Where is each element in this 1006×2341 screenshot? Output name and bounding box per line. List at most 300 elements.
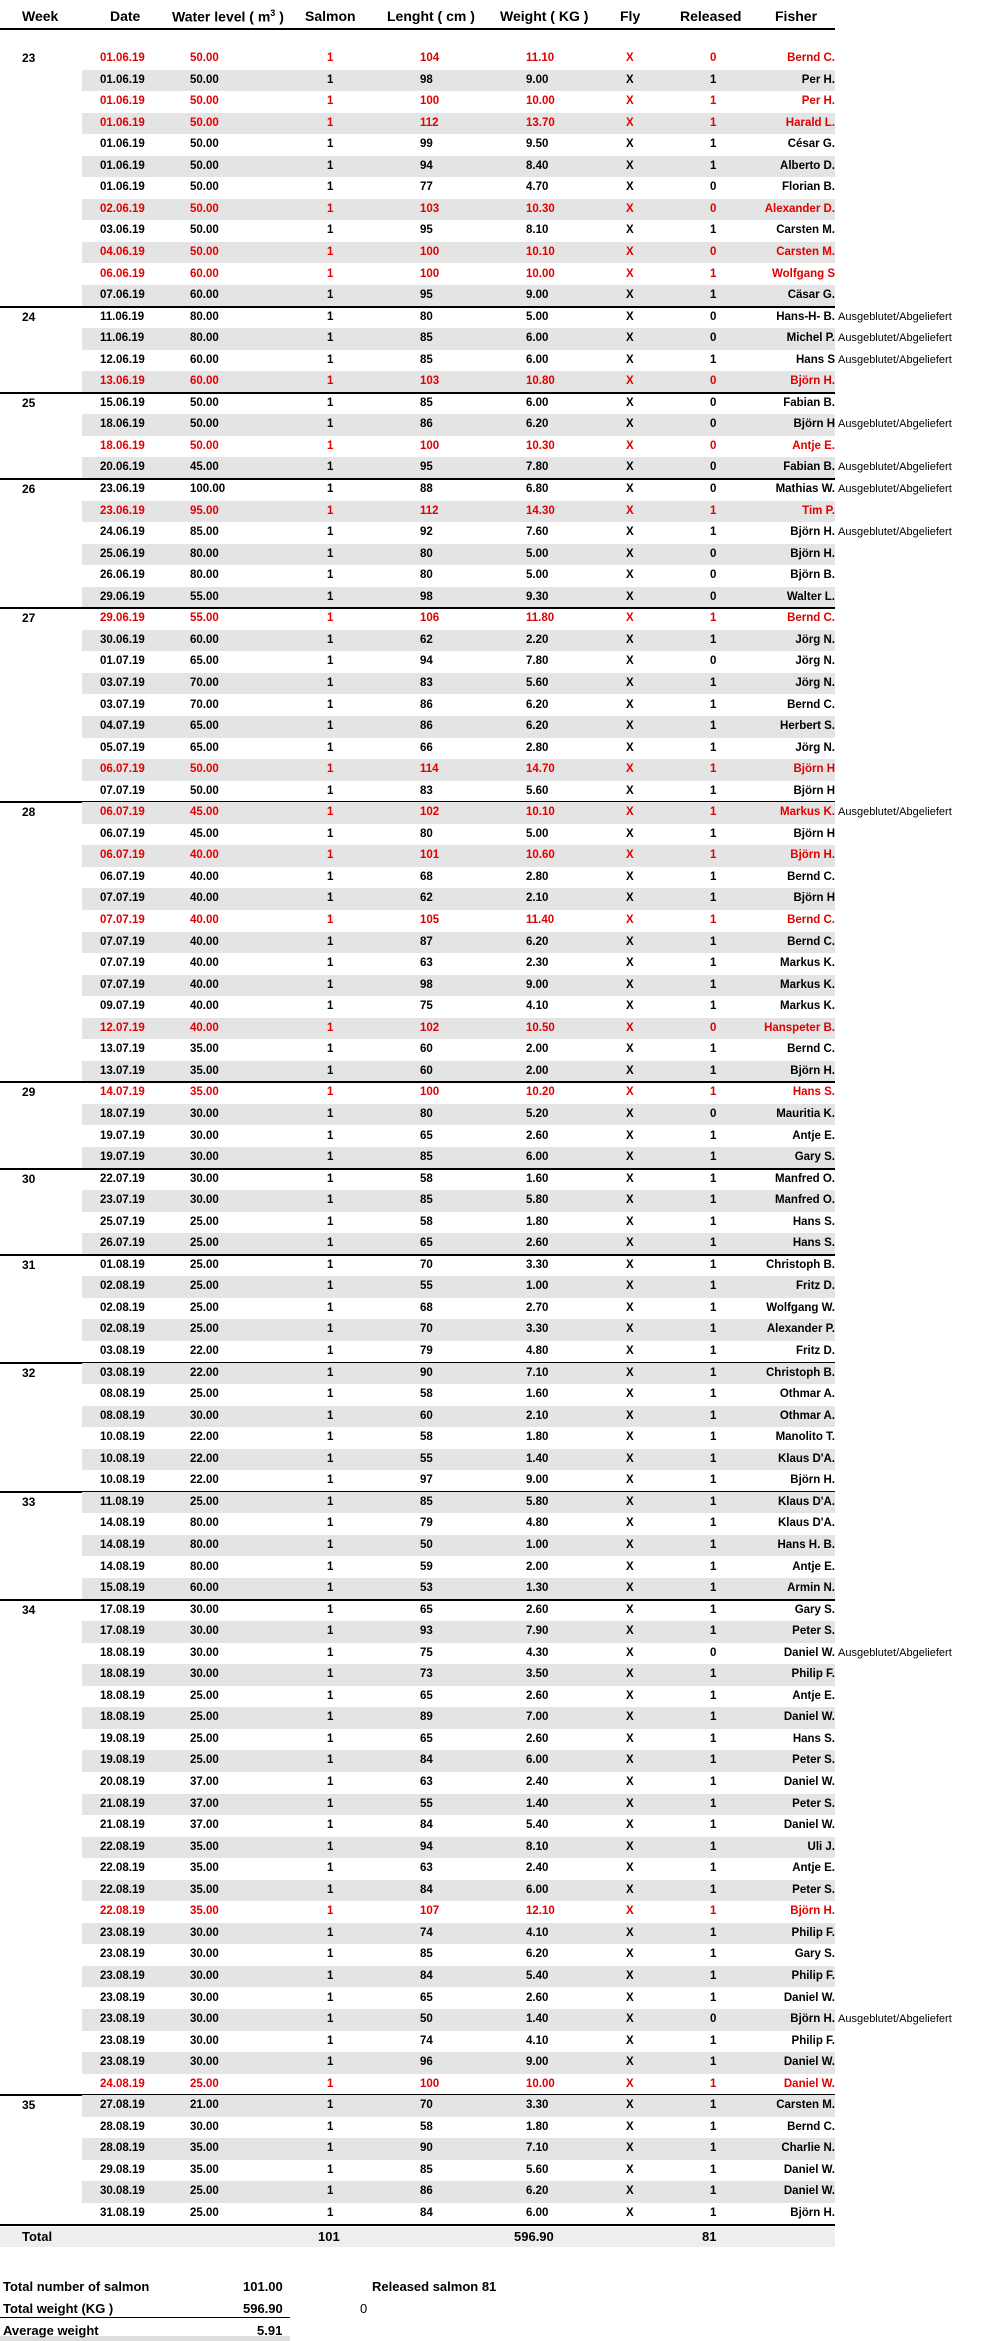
- cell-fly: X: [626, 1129, 634, 1142]
- table-row: [0, 1427, 1006, 1449]
- cell-date: 23.08.19: [100, 2034, 145, 2047]
- cell-date: 05.07.19: [100, 741, 145, 754]
- cell-fly: X: [626, 1495, 634, 1508]
- cell-weight: 1.00: [526, 1280, 549, 1293]
- cell-weight: 1.60: [526, 1388, 549, 1401]
- cell-fly: X: [626, 1151, 634, 1164]
- cell-date: 23.08.19: [100, 1926, 145, 1939]
- cell-date: 19.08.19: [100, 1732, 145, 1745]
- cell-date: 24.06.19: [100, 526, 145, 539]
- cell-released: 1: [710, 1280, 717, 1293]
- cell-length: 85: [420, 1194, 433, 1207]
- cell-date: 18.06.19: [100, 418, 145, 431]
- cell-salmon: 1: [327, 892, 334, 905]
- cell-date: 18.07.19: [100, 1107, 145, 1120]
- cell-water-level: 50.00: [190, 396, 219, 409]
- cell-water-level: 95.00: [190, 504, 219, 517]
- cell-date: 09.07.19: [100, 1000, 145, 1013]
- cell-fly: X: [626, 914, 634, 926]
- cell-salmon: 1: [327, 2207, 334, 2219]
- cell-released: 0: [710, 1107, 717, 1120]
- cell-date: 14.07.19: [100, 1086, 145, 1099]
- cell-weight: 10.00: [526, 2077, 555, 2090]
- cell-date: 06.06.19: [100, 267, 145, 280]
- cell-released: 0: [710, 461, 717, 474]
- cell-weight: 2.80: [526, 741, 549, 754]
- cell-water-level: 30.00: [190, 1129, 219, 1142]
- cell-fisher: Björn H.: [790, 2013, 835, 2026]
- cell-water-level: 65.00: [190, 720, 219, 733]
- week-number: 33: [22, 1494, 36, 1509]
- cell-length: 94: [420, 655, 433, 668]
- cell-length: 77: [420, 181, 433, 194]
- cell-water-level: 70.00: [190, 698, 219, 711]
- cell-fisher: Manolito T.: [775, 1431, 835, 1444]
- cell-length: 60: [420, 1409, 433, 1422]
- cell-length: 63: [420, 957, 433, 970]
- cell-fly: X: [626, 1280, 634, 1293]
- cell-fisher: Björn B.: [790, 569, 835, 582]
- cell-fisher: Philip F.: [791, 1668, 835, 1681]
- cell-weight: 6.00: [526, 1151, 549, 1164]
- cell-length: 55: [420, 1280, 433, 1293]
- cell-fisher: Philip F.: [791, 1926, 835, 1939]
- table-row: [0, 328, 1006, 350]
- cell-salmon: 1: [327, 1388, 334, 1401]
- cell-length: 80: [420, 569, 433, 582]
- cell-date: 13.06.19: [100, 375, 145, 388]
- cell-water-level: 50.00: [190, 95, 219, 108]
- week-number: 27: [22, 611, 36, 626]
- cell-date: 18.08.19: [100, 1646, 145, 1659]
- table-row: [0, 1384, 1006, 1406]
- cell-date: 18.08.19: [100, 1711, 145, 1724]
- cell-fisher: Gary S.: [794, 1948, 835, 1961]
- cell-released: 1: [710, 1797, 717, 1810]
- header-length: Lenght ( cm ): [387, 8, 475, 24]
- cell-water-level: 22.00: [190, 1452, 219, 1465]
- cell-salmon: 1: [327, 1862, 334, 1875]
- cell-water-level: 85.00: [190, 526, 219, 539]
- cell-fly: X: [626, 1797, 634, 1810]
- cell-released: 1: [710, 1086, 717, 1099]
- cell-date: 10.08.19: [100, 1431, 145, 1444]
- week-number: 32: [22, 1365, 36, 1380]
- cell-salmon: 1: [327, 310, 334, 323]
- cell-weight: 1.80: [526, 1215, 549, 1228]
- cell-weight: 8.10: [526, 224, 549, 237]
- table-row: [0, 1901, 1006, 1923]
- table-row: [0, 1341, 1006, 1363]
- cell-salmon: 1: [327, 1172, 334, 1185]
- cell-water-level: 37.00: [190, 1819, 219, 1832]
- cell-date: 25.06.19: [100, 547, 145, 560]
- cell-fisher: Fabian B.: [783, 461, 835, 474]
- cell-length: 98: [420, 978, 433, 991]
- cell-fly: X: [626, 1603, 634, 1616]
- cell-date: 04.07.19: [100, 720, 145, 733]
- cell-length: 53: [420, 1582, 433, 1595]
- cell-fisher: Jörg N.: [795, 633, 835, 646]
- cell-released: 1: [710, 1301, 717, 1314]
- cell-fisher: Daniel W.: [783, 1991, 835, 2004]
- cell-water-level: 22.00: [190, 1366, 219, 1379]
- cell-weight: 4.10: [526, 1926, 549, 1939]
- cell-released: 1: [710, 1215, 717, 1228]
- cell-fly: X: [626, 267, 634, 280]
- cell-fly: X: [626, 849, 634, 862]
- cell-salmon: 1: [327, 1948, 334, 1961]
- cell-fly: X: [626, 353, 634, 366]
- cell-water-level: 40.00: [190, 892, 219, 905]
- cell-weight: 10.30: [526, 439, 555, 452]
- cell-salmon: 1: [327, 569, 334, 582]
- cell-length: 99: [420, 138, 433, 151]
- cell-salmon: 1: [327, 1819, 334, 1832]
- cell-fisher: Jörg N.: [795, 676, 835, 689]
- cell-length: 68: [420, 870, 433, 883]
- cell-released: 1: [710, 827, 717, 840]
- cell-length: 84: [420, 2207, 433, 2219]
- cell-water-level: 50.00: [190, 159, 219, 172]
- cell-length: 95: [420, 289, 433, 302]
- cell-weight: 4.80: [526, 1517, 549, 1530]
- cell-salmon: 1: [327, 1668, 334, 1681]
- table-row: [0, 2181, 1006, 2203]
- cell-weight: 10.00: [526, 95, 555, 108]
- cell-fisher: Hans H. B.: [777, 1538, 835, 1551]
- cell-water-level: 30.00: [190, 1926, 219, 1939]
- cell-date: 14.08.19: [100, 1560, 145, 1573]
- cell-length: 65: [420, 1732, 433, 1745]
- cell-water-level: 25.00: [190, 1237, 219, 1250]
- cell-fisher: Carsten M.: [776, 245, 835, 258]
- cell-released: 1: [710, 1237, 717, 1250]
- cell-water-level: 40.00: [190, 849, 219, 862]
- cell-fisher: Christoph B.: [766, 1366, 835, 1379]
- cell-water-level: 60.00: [190, 1582, 219, 1595]
- cell-salmon: 1: [327, 2056, 334, 2069]
- cell-salmon: 1: [327, 2099, 334, 2112]
- cell-salmon: 1: [327, 267, 334, 280]
- total-released: 81: [702, 2228, 717, 2244]
- cell-salmon: 1: [327, 1625, 334, 1638]
- table-row: [0, 371, 1006, 393]
- cell-fisher: Björn H.: [790, 2207, 835, 2219]
- cell-weight: 10.00: [526, 267, 555, 280]
- cell-date: 06.07.19: [100, 763, 145, 776]
- cell-water-level: 80.00: [190, 547, 219, 560]
- cell-length: 80: [420, 1107, 433, 1120]
- cell-fly: X: [626, 2099, 634, 2112]
- cell-length: 75: [420, 1000, 433, 1013]
- cell-date: 22.08.19: [100, 1883, 145, 1896]
- cell-length: 104: [420, 52, 440, 64]
- table-row: [0, 1276, 1006, 1298]
- cell-salmon: 1: [327, 698, 334, 711]
- cell-water-level: 70.00: [190, 676, 219, 689]
- cell-released: 0: [710, 547, 717, 560]
- cell-fly: X: [626, 1474, 634, 1487]
- cell-released: 0: [710, 483, 717, 495]
- cell-water-level: 30.00: [190, 1603, 219, 1616]
- cell-salmon: 1: [327, 95, 334, 108]
- cell-fly: X: [626, 784, 634, 797]
- cell-water-level: 30.00: [190, 1668, 219, 1681]
- cell-date: 22.08.19: [100, 1862, 145, 1875]
- cell-salmon: 1: [327, 504, 334, 517]
- cell-released: 1: [710, 870, 717, 883]
- table-row: [0, 1212, 1006, 1234]
- cell-date: 12.07.19: [100, 1021, 145, 1034]
- cell-weight: 7.10: [526, 2142, 549, 2155]
- cell-released: 1: [710, 1560, 717, 1573]
- table-row: [0, 888, 1006, 910]
- cell-fly: X: [626, 1064, 634, 1077]
- cell-fly: X: [626, 720, 634, 733]
- table-row: [0, 1686, 1006, 1708]
- cell-salmon: 1: [327, 1064, 334, 1077]
- cell-released: 0: [710, 332, 717, 345]
- cell-salmon: 1: [327, 1215, 334, 1228]
- table-row: [0, 1449, 1006, 1471]
- cell-fisher: Florian B.: [781, 181, 835, 194]
- cell-water-level: 30.00: [190, 1969, 219, 1982]
- cell-fisher: Daniel W.: [783, 1819, 835, 1832]
- cell-date: 02.06.19: [100, 202, 145, 215]
- cell-released: 1: [710, 935, 717, 948]
- cell-salmon: 1: [327, 1646, 334, 1659]
- cell-fly: X: [626, 289, 634, 302]
- table-row: [0, 1061, 1006, 1083]
- cell-length: 63: [420, 1862, 433, 1875]
- cell-length: 50: [420, 1538, 433, 1551]
- cell-water-level: 40.00: [190, 1000, 219, 1013]
- cell-date: 03.08.19: [100, 1366, 145, 1379]
- cell-salmon: 1: [327, 2077, 334, 2090]
- cell-salmon: 1: [327, 73, 334, 86]
- cell-fly: X: [626, 590, 634, 603]
- cell-released: 0: [710, 375, 717, 388]
- cell-length: 80: [420, 310, 433, 323]
- cell-fisher: Bernd C.: [787, 870, 835, 883]
- table-row: [0, 845, 1006, 867]
- cell-fisher: Alberto D.: [780, 159, 835, 172]
- cell-length: 92: [420, 526, 433, 539]
- cell-salmon: 1: [327, 1323, 334, 1336]
- cell-weight: 5.00: [526, 310, 549, 323]
- cell-water-level: 80.00: [190, 1560, 219, 1573]
- table-row: [0, 1880, 1006, 1902]
- table-row: [0, 1104, 1006, 1126]
- cell-fisher: Othmar A.: [779, 1388, 835, 1401]
- cell-weight: 2.40: [526, 1776, 549, 1788]
- cell-salmon: 1: [327, 1301, 334, 1314]
- table-row: [0, 48, 1006, 70]
- cell-date: 29.08.19: [100, 2163, 145, 2176]
- table-row: [0, 565, 1006, 587]
- cell-date: 01.06.19: [100, 95, 145, 108]
- cell-released: 1: [710, 612, 717, 625]
- cell-fisher: Hanspeter B.: [764, 1021, 835, 1034]
- cell-date: 07.07.19: [100, 978, 145, 991]
- cell-fly: X: [626, 655, 634, 668]
- cell-water-level: 100.00: [190, 483, 226, 495]
- cell-date: 28.08.19: [100, 2120, 145, 2133]
- table-row: [0, 242, 1006, 264]
- cell-fly: X: [626, 1452, 634, 1465]
- table-row: [0, 910, 1006, 932]
- cell-released: 1: [710, 267, 717, 280]
- cell-water-level: 30.00: [190, 2034, 219, 2047]
- cell-salmon: 1: [327, 1345, 334, 1357]
- total-row: [0, 2227, 835, 2247]
- table-row: [0, 177, 1006, 199]
- row-note: Ausgeblutet/Abgeliefert: [838, 483, 952, 495]
- cell-fisher: Wolfgang W.: [766, 1301, 835, 1314]
- cell-weight: 2.60: [526, 1237, 549, 1250]
- cell-fly: X: [626, 1366, 634, 1379]
- cell-released: 1: [710, 2056, 717, 2069]
- cell-fisher: Bernd C.: [787, 52, 835, 64]
- cell-released: 0: [710, 181, 717, 194]
- cell-length: 65: [420, 1237, 433, 1250]
- cell-date: 01.06.19: [100, 73, 145, 86]
- cell-weight: 11.10: [526, 52, 555, 64]
- cell-fly: X: [626, 1862, 634, 1875]
- week-number: 25: [22, 395, 36, 410]
- summary-total-number-value: 101.00: [243, 2278, 283, 2294]
- week-number: 30: [22, 1171, 36, 1186]
- table-row: [0, 2095, 1006, 2117]
- cell-length: 85: [420, 396, 433, 409]
- cell-fisher: Björn H: [793, 892, 835, 905]
- cell-salmon: 1: [327, 138, 334, 151]
- cell-salmon: 1: [327, 676, 334, 689]
- cell-fisher: Antje E.: [792, 439, 835, 452]
- cell-length: 101: [420, 849, 440, 862]
- cell-water-level: 40.00: [190, 978, 219, 991]
- cell-fisher: Antje E.: [792, 1862, 835, 1875]
- summary-total-weight-label: Total weight (KG ): [3, 2300, 114, 2316]
- cell-date: 23.07.19: [100, 1194, 145, 1207]
- table-row: [0, 1729, 1006, 1751]
- cell-released: 1: [710, 1582, 717, 1595]
- cell-released: 1: [710, 2034, 717, 2047]
- cell-weight: 1.40: [526, 1797, 549, 1810]
- cell-length: 93: [420, 1625, 433, 1638]
- table-row: [0, 1535, 1006, 1557]
- cell-length: 85: [420, 1151, 433, 1164]
- cell-fisher: Bernd C.: [787, 914, 835, 926]
- cell-weight: 3.30: [526, 1323, 549, 1336]
- cell-weight: 1.80: [526, 1431, 549, 1444]
- cell-date: 07.07.19: [100, 914, 145, 926]
- cell-released: 1: [710, 957, 717, 970]
- cell-released: 1: [710, 1948, 717, 1961]
- cell-water-level: 45.00: [190, 461, 219, 474]
- cell-fisher: Christoph B.: [766, 1258, 835, 1271]
- cell-length: 100: [420, 439, 440, 452]
- row-note: Ausgeblutet/Abgeliefert: [838, 353, 952, 366]
- cell-fisher: Klaus D'A.: [777, 1495, 835, 1508]
- cell-fly: X: [626, 2013, 634, 2026]
- cell-date: 07.07.19: [100, 784, 145, 797]
- cell-length: 102: [420, 806, 440, 819]
- row-note: Ausgeblutet/Abgeliefert: [838, 2013, 952, 2026]
- cell-date: 23.08.19: [100, 1948, 145, 1961]
- cell-fly: X: [626, 1926, 634, 1939]
- table-row: [0, 522, 1006, 544]
- cell-fly: X: [626, 2120, 634, 2133]
- total-label: Total: [22, 2228, 53, 2244]
- cell-length: 85: [420, 2163, 433, 2176]
- cell-date: 26.07.19: [100, 1237, 145, 1250]
- cell-fly: X: [626, 2142, 634, 2155]
- week-number: 28: [22, 805, 36, 820]
- table-row: [0, 220, 1006, 242]
- cell-fisher: Antje E.: [792, 1560, 835, 1573]
- table-row: [0, 1794, 1006, 1816]
- cell-fisher: Alexander P.: [766, 1323, 835, 1336]
- cell-fly: X: [626, 483, 634, 495]
- cell-date: 01.06.19: [100, 159, 145, 172]
- cell-water-level: 50.00: [190, 138, 219, 151]
- cell-date: 03.06.19: [100, 224, 145, 237]
- table-row: [0, 1707, 1006, 1729]
- table-row: [0, 1944, 1006, 1966]
- cell-water-level: 60.00: [190, 267, 219, 280]
- cell-date: 01.08.19: [100, 1258, 145, 1271]
- cell-salmon: 1: [327, 870, 334, 883]
- cell-salmon: 1: [327, 655, 334, 668]
- cell-length: 83: [420, 676, 433, 689]
- cell-length: 95: [420, 461, 433, 474]
- cell-fly: X: [626, 676, 634, 689]
- cell-length: 80: [420, 827, 433, 840]
- cell-fisher: Jörg N.: [795, 741, 835, 754]
- cell-date: 01.06.19: [100, 116, 145, 129]
- cell-weight: 2.40: [526, 1862, 549, 1875]
- cell-released: 1: [710, 1991, 717, 2004]
- cell-fisher: Fritz D.: [796, 1280, 835, 1293]
- cell-weight: 6.00: [526, 2207, 549, 2219]
- cell-released: 1: [710, 978, 717, 991]
- cell-date: 07.07.19: [100, 935, 145, 948]
- table-row: [0, 1858, 1006, 1880]
- cell-water-level: 25.00: [190, 1280, 219, 1293]
- cell-date: 30.06.19: [100, 633, 145, 646]
- cell-released: 1: [710, 1517, 717, 1530]
- cell-released: 1: [710, 741, 717, 754]
- cell-salmon: 1: [327, 1754, 334, 1767]
- cell-water-level: 80.00: [190, 569, 219, 582]
- cell-water-level: 50.00: [190, 202, 219, 215]
- cell-salmon: 1: [327, 1151, 334, 1164]
- cell-salmon: 1: [327, 1883, 334, 1896]
- cell-fly: X: [626, 310, 634, 323]
- cell-weight: 1.80: [526, 2120, 549, 2133]
- cell-water-level: 22.00: [190, 1474, 219, 1487]
- cell-water-level: 37.00: [190, 1797, 219, 1810]
- cell-released: 1: [710, 1172, 717, 1185]
- cell-length: 85: [420, 1948, 433, 1961]
- cell-date: 19.08.19: [100, 1754, 145, 1767]
- cell-water-level: 80.00: [190, 332, 219, 345]
- cell-salmon: 1: [327, 2142, 334, 2155]
- cell-date: 13.07.19: [100, 1064, 145, 1077]
- cell-released: 1: [710, 1151, 717, 1164]
